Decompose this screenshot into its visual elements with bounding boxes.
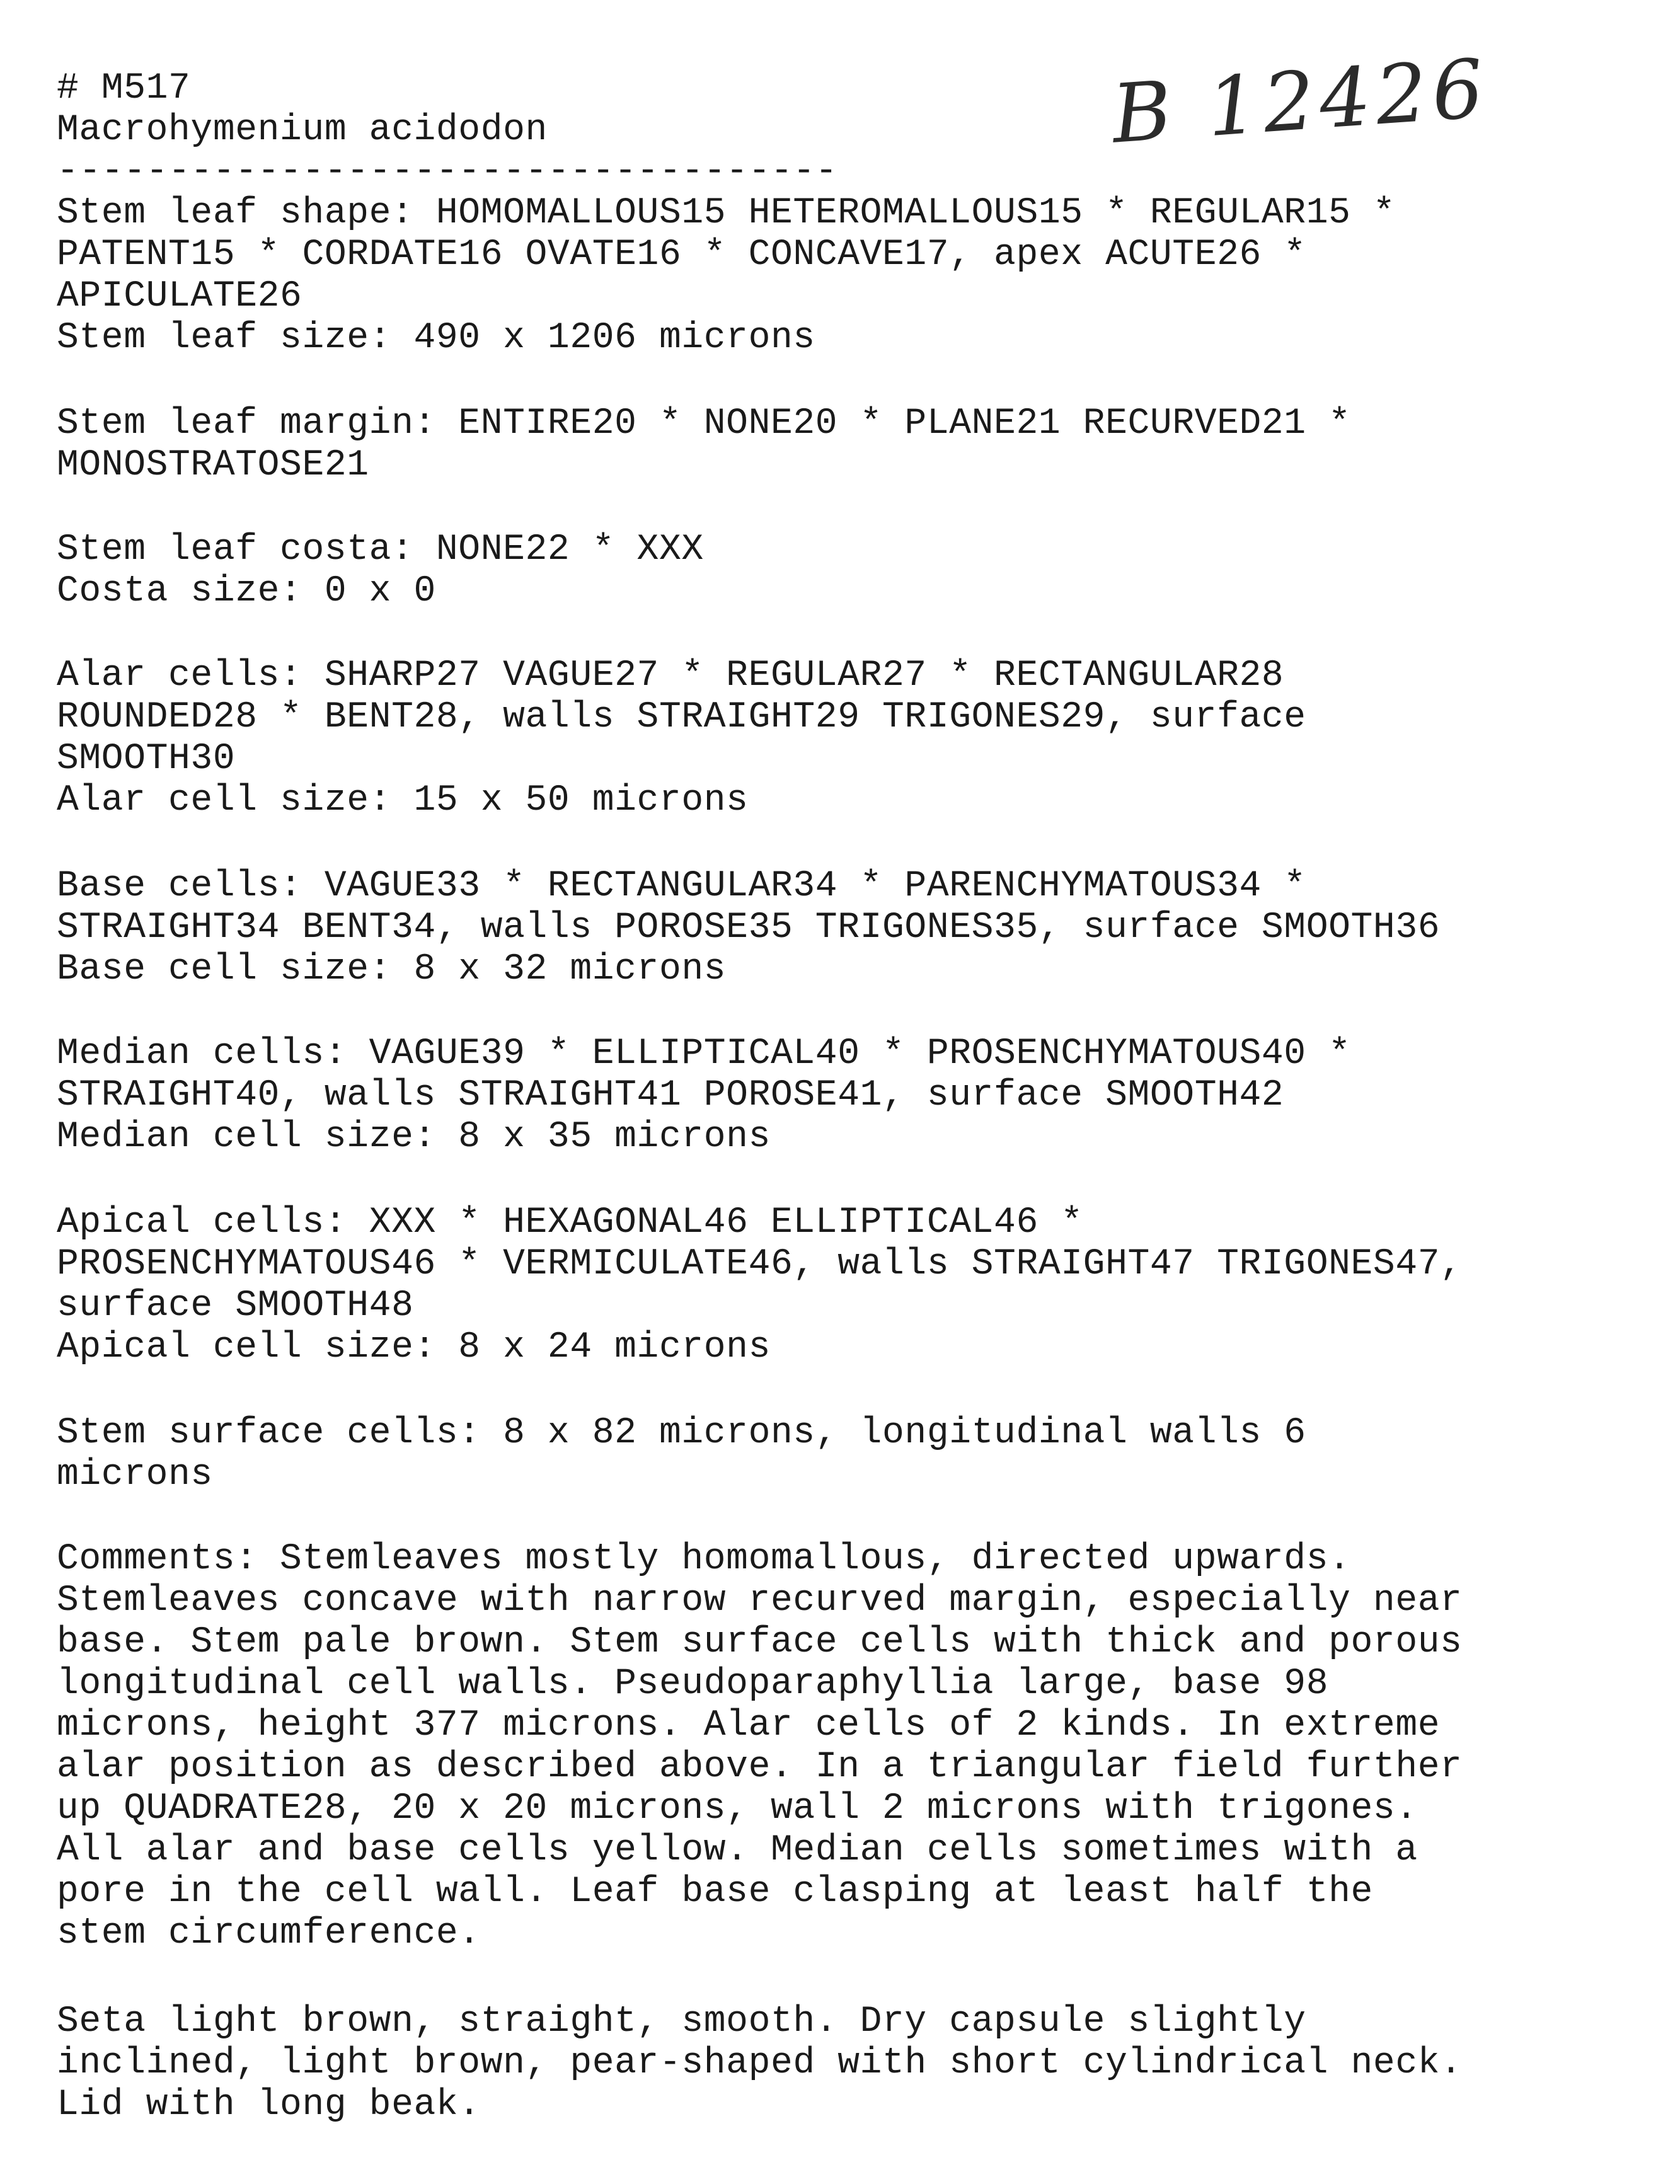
stem-surface-cells-section bbox=[57, 1413, 1620, 1496]
text-line: Stemleaves concave with narrow recurved margin, especially near bbox=[57, 1580, 1463, 1621]
text-line: microns, height 377 microns. Alar cells of 2 kinds. In extreme bbox=[57, 1705, 1441, 1746]
text-line: stem circumference. bbox=[57, 1913, 481, 1954]
text-line: Seta light brown, straight, smooth. Dry capsule slightly bbox=[57, 2001, 1306, 2042]
text-line: surface SMOOTH48 bbox=[57, 1285, 414, 1326]
text-line: Alar cell size: 15 x 50 microns bbox=[57, 780, 749, 821]
text-line: Stem leaf margin: ENTIRE20 * NONE20 * PLANE21 RECURVED21 * bbox=[57, 403, 1351, 444]
text-line: PROSENCHYMATOUS46 * VERMICULATE46, walls STRAIGHT47 TRIGONES47, bbox=[57, 1244, 1463, 1285]
record-number: # M517 bbox=[57, 68, 191, 109]
text-line: Stem leaf size: 490 x 1206 microns bbox=[57, 318, 815, 359]
text-line: Comments: Stemleaves mostly homomallous, directed upwards. bbox=[57, 1539, 1351, 1580]
text-line: Median cell size: 8 x 35 microns bbox=[57, 1117, 771, 1158]
text-line: Base cells: VAGUE33 * RECTANGULAR34 * PARENCHYMATOUS34 * bbox=[57, 866, 1306, 907]
text-line: Alar cells: SHARP27 VAGUE27 * REGULAR27 * RECTANGULAR28 bbox=[57, 655, 1284, 696]
text-line: Lid with long beak. bbox=[57, 2084, 481, 2125]
text-line: All alar and base cells yellow. Median cells sometimes with a bbox=[57, 1830, 1418, 1871]
seta-capsule-section bbox=[57, 2001, 1620, 2126]
handwritten-specimen-code: B 12426 bbox=[1109, 42, 1492, 162]
separator-line: ----------------------------------- bbox=[57, 151, 838, 192]
text-line: PATENT15 * CORDATE16 OVATE16 * CONCAVE17, apex ACUTE26 * bbox=[57, 234, 1306, 275]
text-line: Stem surface cells: 8 x 82 microns, longitudinal walls 6 bbox=[57, 1413, 1306, 1454]
stem-leaf-shape-section bbox=[57, 193, 1620, 359]
text-line: STRAIGHT34 BENT34, walls POROSE35 TRIGONES35, surface SMOOTH36 bbox=[57, 907, 1441, 948]
text-line: Stem leaf costa: NONE22 * XXX bbox=[57, 529, 704, 570]
text-line: ROUNDED28 * BENT28, walls STRAIGHT29 TRIGONES29, surface bbox=[57, 697, 1306, 738]
text-line: Apical cell size: 8 x 24 microns bbox=[57, 1327, 771, 1368]
apical-cells-section bbox=[57, 1202, 1620, 1369]
text-line: APICULATE26 bbox=[57, 276, 302, 317]
base-cells-section bbox=[57, 866, 1620, 991]
text-line: microns bbox=[57, 1454, 213, 1495]
text-line: Apical cells: XXX * HEXAGONAL46 ELLIPTICAL46 * bbox=[57, 1202, 1083, 1243]
text-line: Costa size: 0 x 0 bbox=[57, 571, 436, 612]
text-line: longitudinal cell walls. Pseudoparaphyllia large, base 98 bbox=[57, 1664, 1329, 1704]
text-line: MONOSTRATOSE21 bbox=[57, 445, 369, 486]
text-line: up QUADRATE28, 20 x 20 microns, wall 2 microns with trigones. bbox=[57, 1788, 1418, 1829]
text-line: alar position as described above. In a triangular field further bbox=[57, 1747, 1463, 1788]
species-name: Macrohymenium acidodon bbox=[57, 110, 548, 151]
alar-cells-section bbox=[57, 655, 1620, 822]
text-line: Base cell size: 8 x 32 microns bbox=[57, 949, 727, 990]
stem-leaf-margin-section bbox=[57, 403, 1620, 486]
text-line: Median cells: VAGUE39 * ELLIPTICAL40 * PROSENCHYMATOUS40 * bbox=[57, 1033, 1351, 1074]
stem-leaf-costa-section bbox=[57, 529, 1620, 612]
text-line: inclined, light brown, pear-shaped with short cylindrical neck. bbox=[57, 2043, 1463, 2084]
text-line: base. Stem pale brown. Stem surface cells with thick and porous bbox=[57, 1622, 1463, 1663]
median-cells-section bbox=[57, 1033, 1620, 1158]
text-line: SMOOTH30 bbox=[57, 739, 236, 779]
text-line: STRAIGHT40, walls STRAIGHT41 POROSE41, surface SMOOTH42 bbox=[57, 1075, 1284, 1116]
comments-section bbox=[57, 1539, 1620, 1955]
text-line: pore in the cell wall. Leaf base clasping at least half the bbox=[57, 1871, 1373, 1912]
text-line: Stem leaf shape: HOMOMALLOUS15 HETEROMALLOUS15 * REGULAR15 * bbox=[57, 193, 1396, 234]
